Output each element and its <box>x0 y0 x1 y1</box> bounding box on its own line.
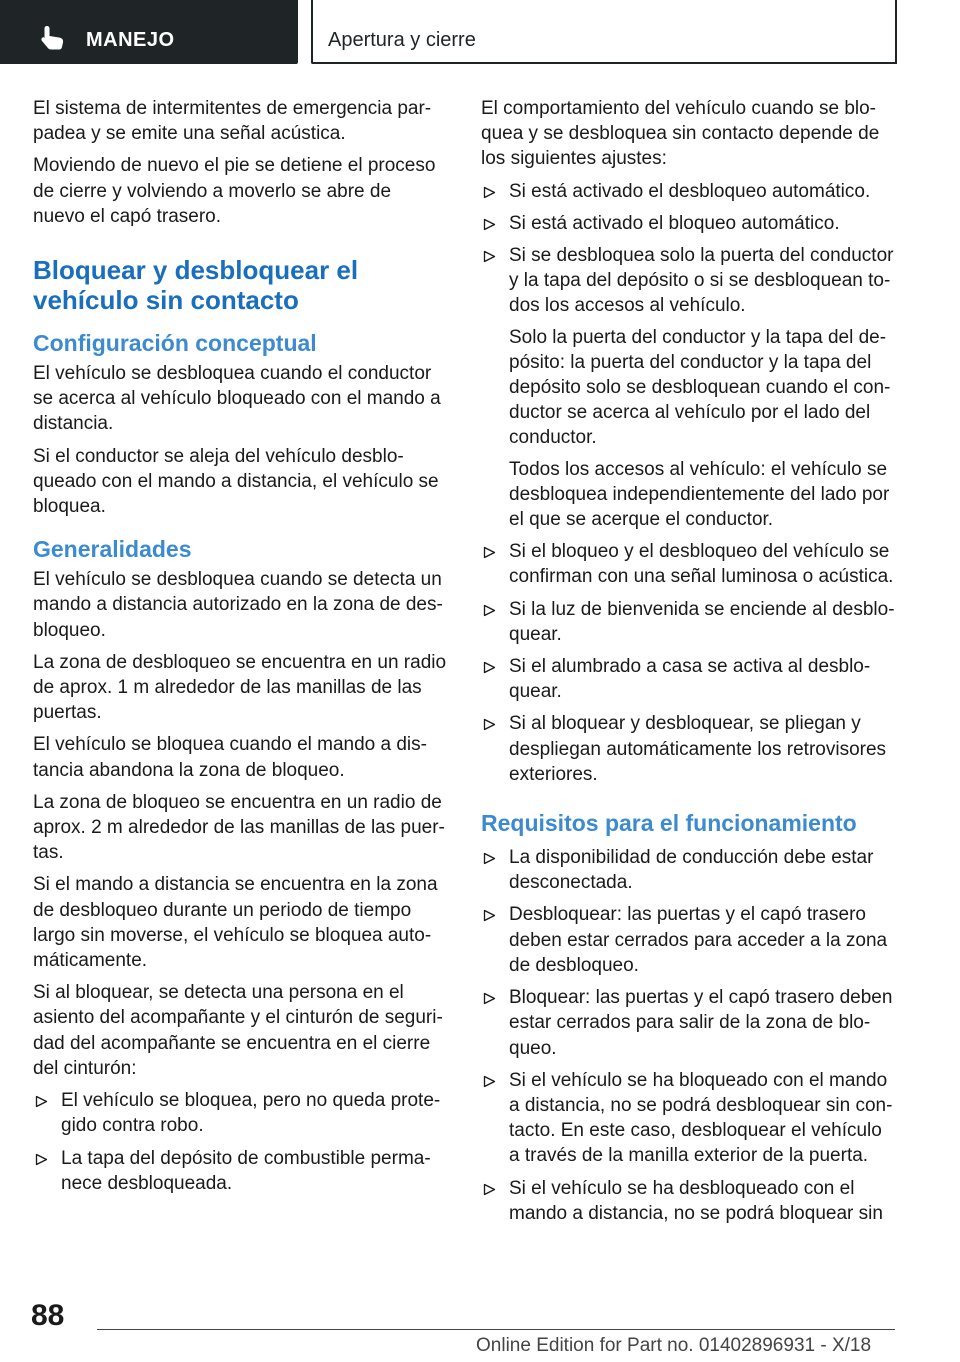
subsection-heading: Generalidades <box>33 536 192 563</box>
triangle-bullet-icon <box>483 661 496 674</box>
hand-pointer-icon <box>38 24 68 50</box>
list-item: Si la luz de bienvenida se enciende al desblo- quear. <box>481 597 896 647</box>
sub-paragraph: Todos los accesos al vehículo: el vehículo se desbloquea independientemente del lado por el que se acerque el conductor. <box>509 458 890 531</box>
bullet-list <box>33 1088 448 1196</box>
list-item: Si al bloquear y desbloquear, se pliegan y despliegan automáticamente los retrovisores exteriores. <box>481 711 896 787</box>
requirements-list <box>481 845 896 1226</box>
paragraph: El sistema de intermitentes de emergencia par- padea y se emite una señal acústica. <box>33 98 432 145</box>
list-item: Si el alumbrado a casa se activa al desblo- quear. <box>481 654 896 704</box>
right-column <box>481 96 896 1233</box>
triangle-bullet-icon <box>483 909 496 922</box>
list-item: El vehículo se bloquea, pero no queda prote- gido contra robo. <box>33 1088 448 1138</box>
triangle-bullet-icon <box>483 186 496 199</box>
chapter-title: Apertura y cierre <box>328 29 476 51</box>
triangle-bullet-icon <box>483 250 496 263</box>
edition-footer: Online Edition for Part no. 01402896931 - X/18 <box>476 1335 872 1356</box>
paragraph: Si al bloquear, se detecta una persona en el asiento del acompañante y el cinturón de seguri- dad del acompañante se encuentra en el cierre del cinturón: <box>33 982 443 1079</box>
paragraph: La zona de desbloqueo se encuentra en un radio de aprox. 1 m alrededor de las manillas de las puertas. <box>33 651 447 724</box>
paragraph: Si el conductor se aleja del vehículo desblo- queado con el mando a distancia, el vehículo se bloquea. <box>33 445 439 518</box>
triangle-bullet-icon <box>35 1095 48 1108</box>
paragraph: El vehículo se bloquea cuando el mando a dis- tancia abandona la zona de bloqueo. <box>33 734 427 781</box>
list-item: Si está activado el bloqueo automático. <box>481 211 896 236</box>
subsection-heading: Configuración conceptual <box>33 330 317 357</box>
triangle-bullet-icon <box>483 1183 496 1196</box>
section-label: MANEJO <box>86 29 175 51</box>
paragraph: Moviendo de nuevo el pie se detiene el proceso de cierre y volviendo a moverlo se abre de nuevo el capó trasero. <box>33 155 436 227</box>
triangle-bullet-icon <box>483 992 496 1005</box>
page-number: 88 <box>31 1299 65 1332</box>
sub-paragraph: Solo la puerta del conductor y la tapa del de- pósito: la puerta del conductor y la tapa del depósito solo se desbloquean cuando el con- ductor se acerca al vehículo por el lado del conductor. <box>509 326 891 449</box>
list-item: Si el bloqueo y el desbloqueo del vehículo se confirman con una señal luminosa o acústica. <box>481 539 896 589</box>
footer-divider <box>97 1329 895 1330</box>
left-column <box>33 96 448 1203</box>
list-item: Si se desbloquea solo la puerta del conductor y la tapa del depósito o si se desbloquean to- dos los accesos al vehículo. Solo la puerta del conductor y la tapa del de- pósito: la puerta del conductor y la tapa del depósito solo se desbloquean cuando el con- ductor se acerca al vehículo por el lado del conductor. Todos los accesos al vehículo: el vehículo se desbloquea independientemente del lado por el que se acerque el conductor. <box>481 243 896 532</box>
paragraph: Si el mando a distancia se encuentra en la zona de desbloqueo durante un periodo de tiempo largo sin moverse, el vehículo se bloquea auto- máticamente. <box>33 874 438 972</box>
triangle-bullet-icon <box>483 1075 496 1088</box>
triangle-bullet-icon <box>483 546 496 559</box>
triangle-bullet-icon <box>483 718 496 731</box>
list-item: Bloquear: las puertas y el capó trasero deben estar cerrados para salir de la zona de blo- queo. <box>481 985 896 1061</box>
section-heading: Bloquear y desbloquear el vehículo sin contacto <box>33 255 359 316</box>
paragraph: El comportamiento del vehículo cuando se blo- quea y se desbloquea sin contacto depende de los siguientes ajustes: <box>481 98 880 170</box>
triangle-bullet-icon <box>483 852 496 865</box>
settings-list <box>481 179 896 787</box>
paragraph: La zona de bloqueo se encuentra en un radio de aprox. 2 m alrededor de las manillas de las puer- tas. <box>33 791 445 864</box>
list-item: La disponibilidad de conducción debe estar desconectada. <box>481 845 896 895</box>
triangle-bullet-icon <box>483 218 496 231</box>
list-item: Desbloquear: las puertas y el capó trasero deben estar cerrados para acceder a la zona de desbloqueo. <box>481 902 896 978</box>
paragraph: El vehículo se desbloquea cuando el conductor se acerca al vehículo bloqueado con el mando a distancia. <box>33 363 441 435</box>
list-item: Si está activado el desbloqueo automático. <box>481 179 896 204</box>
paragraph: El vehículo se desbloquea cuando se detecta un mando a distancia autorizado en la zona de des- bloqueo. <box>33 569 443 641</box>
chapter-box <box>311 0 897 64</box>
triangle-bullet-icon <box>483 604 496 617</box>
subsection-heading: Requisitos para el funcionamiento <box>481 810 857 837</box>
list-item: La tapa del depósito de combustible perma- nece desbloqueada. <box>33 1146 448 1196</box>
triangle-bullet-icon <box>35 1153 48 1166</box>
section-tab <box>0 0 298 64</box>
list-item: Si el vehículo se ha desbloqueado con el mando a distancia, no se podrá bloquear sin <box>481 1176 896 1226</box>
page-header <box>0 0 960 66</box>
list-item: Si el vehículo se ha bloqueado con el mando a distancia, no se podrá desbloquear sin con- tacto. En este caso, desbloquear el vehículo a través de la manilla exterior de la puerta. <box>481 1068 896 1169</box>
